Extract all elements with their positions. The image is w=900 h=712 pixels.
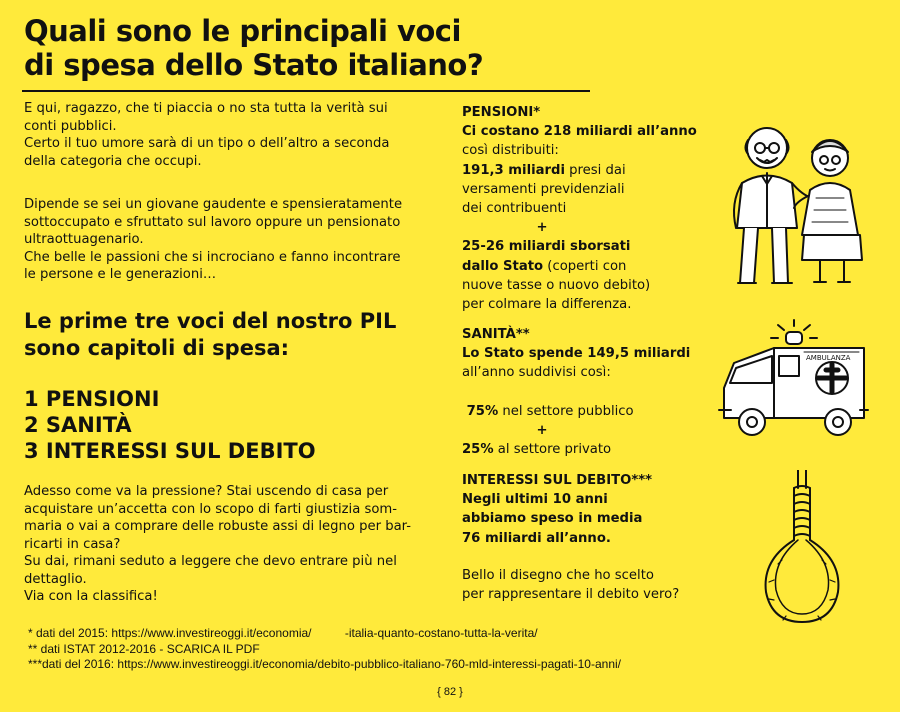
text-line: Adesso come va la pressione? Stai uscendo di casa per [24,484,389,499]
text-line: Dipende se sei un giovane gaudente e spensieratamente [24,197,403,212]
text-line: nuove tasse o nuovo debito) [462,277,651,293]
text-line: all’anno suddivisi così: [462,365,611,381]
ranking-list [24,386,444,464]
section-heading [24,308,444,362]
text-line: per colmare la differenza. [462,297,632,313]
title-line: di spesa dello Stato italiano? [24,48,484,82]
svg-text:AMBULANZA: AMBULANZA [806,354,851,362]
text-line: Negli ultimi 10 anni [462,492,608,508]
closing-paragraph [24,483,442,606]
text-line: ultraottuagenario. [24,232,144,247]
sanita-section [462,325,712,459]
footnote: ***dati del 2016: https://www.investireoggi.it/economia/debito-pubblico-italiano-760-mld-interessi-pagati-10-anni/ [28,657,621,671]
ranking-item: 2 SANITÀ [24,413,132,437]
text-line: della categoria che occupi. [24,153,202,169]
text-line: dettaglio. [24,571,87,587]
sanita-total: Lo Stato spende 149,5 miliardi [462,346,691,362]
text-line: versamenti previdenziali [462,181,625,197]
text-line: abbiamo speso in media [462,511,643,527]
ranking-item: 1 PENSIONI [24,387,160,411]
heading-line: sono capitoli di spesa: [24,336,290,360]
sanita-pct-private: 25% [462,442,494,458]
text-line: Certo il tuo umore sarà di un tipo o dell’altro a seconda [24,136,390,151]
text-line: E qui, ragazzo, che ti piaccia o no sta tutta la verità sui [24,101,388,116]
interessi-section [462,471,712,548]
text-line: le persone e le generazioni… [24,267,217,282]
plus-sign: + [536,220,548,236]
ranking-item: 3 INTERESSI SUL DEBITO [24,439,316,463]
intro-paragraph-2 [24,196,439,284]
text-line: Bello il disegno che ho scelto [462,568,654,583]
text-fragment: nel settore pubblico [498,403,634,419]
text-line: per rappresentare il debito vero? [462,587,680,603]
text-fragment: al settore privato [493,442,612,458]
text-fragment: (coperti con [543,258,627,274]
ambulance-icon [714,318,874,448]
heading-line: Le prime tre voci del nostro PIL [24,309,397,333]
text-line: sottoccupato e sfruttato sul lavoro oppure un pensionato [24,214,401,230]
pensioni-total: Ci costano 218 miliardi all’anno [462,124,697,140]
noose-icon [752,470,852,630]
interessi-amount: 76 miliardi all’anno. [462,530,611,546]
sanita-pct-public: 75% [462,403,499,419]
text-line: maria o vai a comprare delle robuste assi di legno per bar- [24,519,411,534]
footnote: * dati del 2015: https://www.investireoggi.it/economia/ -italia-quanto-costano-tutta-la-verita/ [28,626,538,640]
text-line: Via con la classifica! [24,589,158,604]
closing-question [462,566,712,604]
text-fragment: presi dai [564,162,626,178]
text-line: così distribuiti: [462,143,559,159]
title-divider [22,90,590,92]
text-line: dei contribuenti [462,201,567,217]
pensioni-header: PENSIONI* [462,105,541,120]
footnote: ** dati ISTAT 2012-2016 - SCARICA IL PDF [28,641,260,656]
elderly-couple-icon [712,118,882,293]
sanita-header: SANITÀ** [462,327,530,342]
text-line: acquistare un’accetta con lo scopo di farti giustizia som- [24,501,398,517]
intro-paragraph-1 [24,100,439,170]
text-line: Che belle le passioni che si incrociano e fanno incontrare [24,249,401,265]
title-line: Quali sono le principali voci [24,14,461,48]
page-number: { 82 } [437,686,463,698]
text-line: ricarti in casa? [24,536,121,552]
page-title [24,14,604,82]
pensioni-amount-2: 25-26 miliardi sborsati [462,239,631,255]
interessi-header: INTERESSI SUL DEBITO*** [462,473,653,488]
text-line: conti pubblici. [24,118,117,134]
pensioni-amount-2-source: dallo Stato [462,258,544,274]
pensioni-amount-1: 191,3 miliardi [462,162,565,178]
plus-sign: + [536,422,548,438]
text-line: Su dai, rimani seduto a leggere che devo entrare più nel [24,554,397,569]
pensioni-section [462,103,712,314]
footnotes [28,626,888,673]
